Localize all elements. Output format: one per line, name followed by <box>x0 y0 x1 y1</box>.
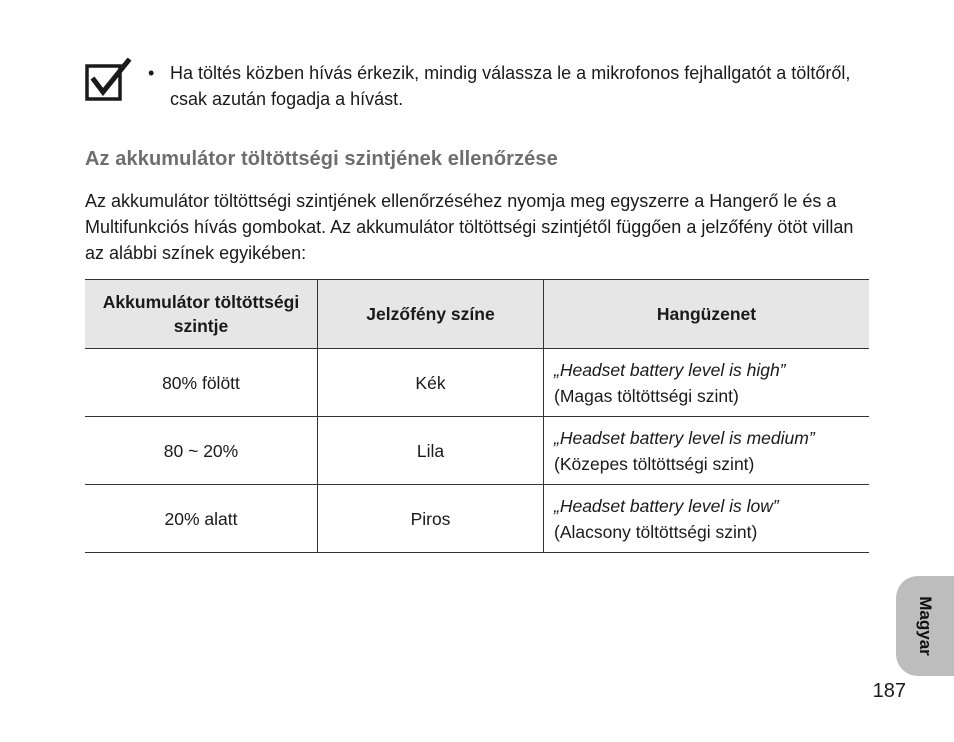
section-paragraph: Az akkumulátor töltöttségi szintjének ellenőrzéséhez nyomja meg egyszerre a Hangerő le és a Multifunkciós hívás gombokat. Az akkumulátor töltöttségi szintjétől függően a jelzőfény ötöt villan az alábbi színek egyikében: <box>85 191 854 263</box>
table-row <box>85 349 869 417</box>
table-row <box>85 417 869 485</box>
message-cell <box>544 485 870 553</box>
note-text: Ha töltés közben hívás érkezik, mindig válassza le a mikrofonos fejhallgatót a töltőről, csak azután fogadja a hívást. <box>170 63 851 109</box>
header-battery-level: Akkumulátor töltöttségi szintje <box>85 280 318 349</box>
language-label: Magyar <box>916 596 935 656</box>
checkbox-check-icon <box>84 58 132 104</box>
message-cell <box>544 417 870 485</box>
note-bullet: • <box>148 63 155 83</box>
section-title: Az akkumulátor töltöttségi szintjének ellenőrzése <box>85 148 558 170</box>
page-number: 187 <box>872 680 906 702</box>
header-indicator-color: Jelzőfény színe <box>318 280 544 349</box>
message-translation: (Magas töltöttségi szint) <box>554 385 739 406</box>
level-cell: 20% alatt <box>85 485 318 553</box>
message-cell <box>544 349 870 417</box>
color-cell: Lila <box>318 417 544 485</box>
voice-message: „Headset battery level is low” <box>554 495 779 516</box>
voice-message: „Headset battery level is medium” <box>554 427 815 448</box>
level-cell: 80 ~ 20% <box>85 417 318 485</box>
color-cell: Kék <box>318 349 544 417</box>
level-cell: 80% fölött <box>85 349 318 417</box>
language-tab <box>896 576 954 676</box>
voice-message: „Headset battery level is high” <box>554 359 786 380</box>
header-voice-message: Hangüzenet <box>544 280 870 349</box>
battery-level-table <box>85 279 869 553</box>
table-row <box>85 485 869 553</box>
message-translation: (Alacsony töltöttségi szint) <box>554 521 758 542</box>
table-header-row <box>85 280 869 349</box>
color-cell: Piros <box>318 485 544 553</box>
note <box>148 60 868 112</box>
message-translation: (Közepes töltöttségi szint) <box>554 453 755 474</box>
